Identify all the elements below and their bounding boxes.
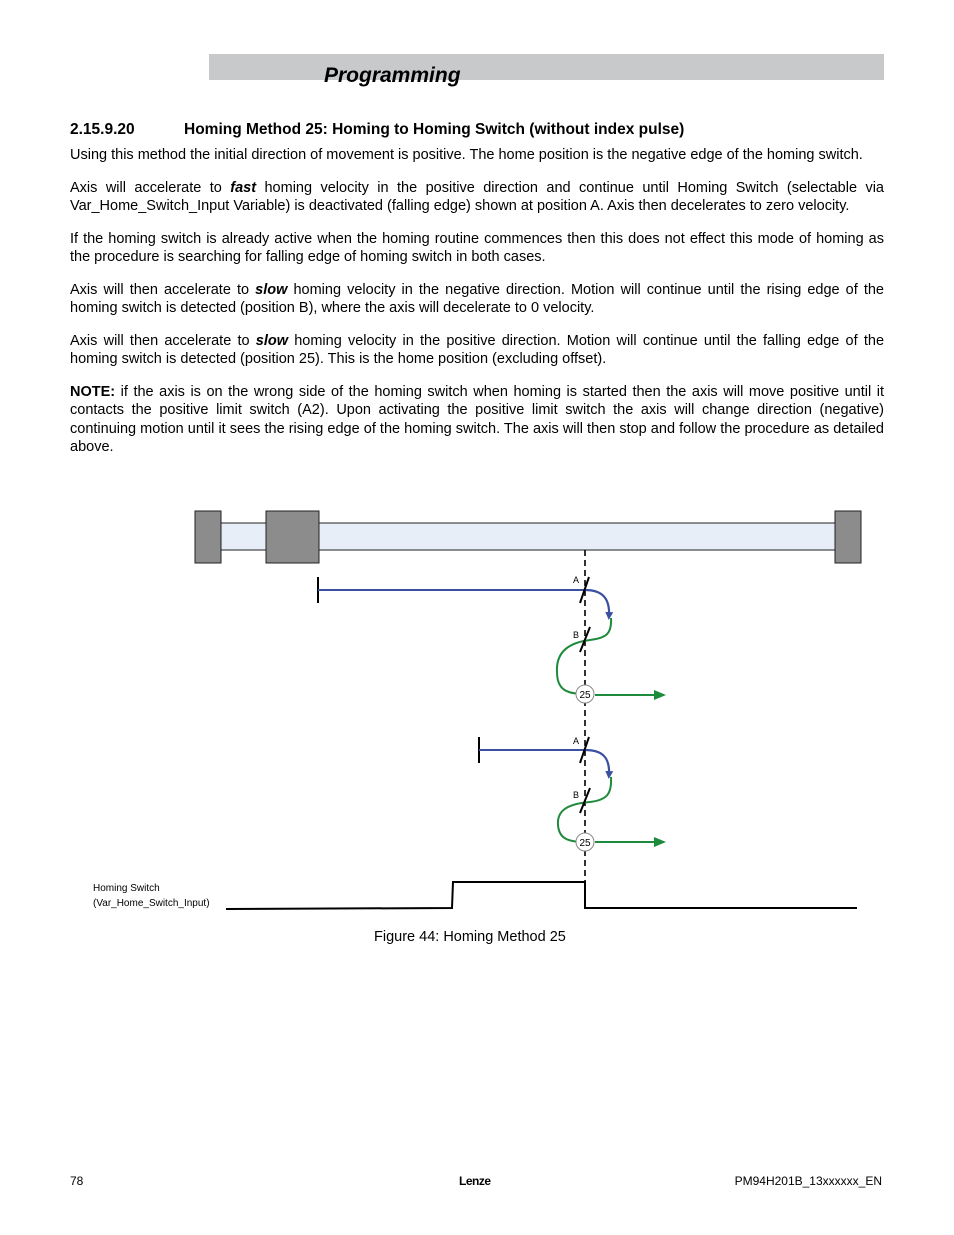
homing-switch-block (266, 511, 319, 563)
paragraph-2-part-a: Axis will accelerate to (70, 179, 231, 196)
positive-limit-block (835, 511, 861, 563)
emphasis-fast: fast (230, 179, 257, 196)
emphasis-slow: slow (255, 281, 288, 298)
note-text: if the axis is on the wrong side of the homing switch when homing is started then the axis will move positive until it contacts the positive limit switch (A2). Upon activating the positive limit switch the axis will change direction (negative) continuing motion until it sees the rising edge of the homing switch. The axis will then stop and follow the procedure as detailed above. (70, 383, 884, 455)
figure-caption: Figure 44: Homing Method 25 (374, 929, 566, 945)
homing-diagram (0, 500, 954, 920)
paragraph-5 (70, 332, 884, 369)
paragraph-2 (70, 179, 884, 216)
section-number: 2.15.9.20 (70, 121, 135, 138)
paragraph-5-part-a: Axis will then accelerate to (70, 332, 256, 349)
note-label: NOTE: (70, 383, 116, 400)
emphasis-slow-2: slow (255, 332, 288, 349)
signal-label-line-1: Homing Switch (93, 883, 160, 894)
signal-label-line-2: (Var_Home_Switch_Input) (93, 898, 210, 909)
paragraph-2-part-b: homing velocity in the positive direction and continue until Homing Switch (selectable via Var_Home_Switch_Input Variable) is deactivated (falling edge) shown at position A. Axis then decelerates to zero velocity. (70, 179, 884, 214)
home-label-2: 25 (579, 838, 591, 849)
paragraph-4-part-a: Axis will then accelerate to (70, 281, 256, 298)
sequence-1 (318, 575, 664, 703)
document-id: PM94H201B_13xxxxxx_EN (734, 1174, 882, 1188)
sequence-2 (479, 736, 664, 851)
label-a-2: A (573, 736, 580, 746)
page-title: Programming (324, 64, 461, 87)
header-bar (209, 54, 884, 80)
label-b-2: B (573, 790, 580, 800)
page-number: 78 (70, 1174, 84, 1188)
label-a-1: A (573, 575, 580, 585)
decel-curve-blue-1 (585, 590, 609, 616)
slow-negative-move-1 (557, 618, 611, 694)
brand-logo: Lenze (459, 1174, 491, 1188)
negative-limit-block (195, 511, 221, 563)
home-label-1: 25 (579, 690, 591, 701)
paragraph-5-part-b: homing velocity in the positive direction. Motion will continue until the falling edge of the homing switch is detected (position 25). This is the home position (excluding offset). (70, 332, 885, 367)
paragraph-4-part-b: homing velocity in the negative direction. Motion will continue until the rising edge of the homing switch is detected (position B), where the axis will decelerate to 0 velocity. (70, 281, 885, 316)
section-heading (70, 121, 884, 139)
body-text (70, 146, 884, 471)
label-b-1: B (573, 630, 580, 640)
paragraph-4 (70, 281, 884, 318)
decel-curve-blue-2 (585, 750, 609, 775)
section-title: Homing Method 25: Homing to Homing Switch (without index pulse) (184, 121, 685, 138)
paragraph-3: If the homing switch is already active when the homing routine commences then this does not effect this mode of homing as the procedure is searching for falling edge of homing switch in both cases. (70, 230, 884, 265)
paragraph-6 (70, 383, 884, 457)
paragraph-1: Using this method the initial direction of movement is positive. The home position is the negative edge of the homing switch. (70, 147, 863, 163)
homing-switch-signal (226, 882, 857, 909)
